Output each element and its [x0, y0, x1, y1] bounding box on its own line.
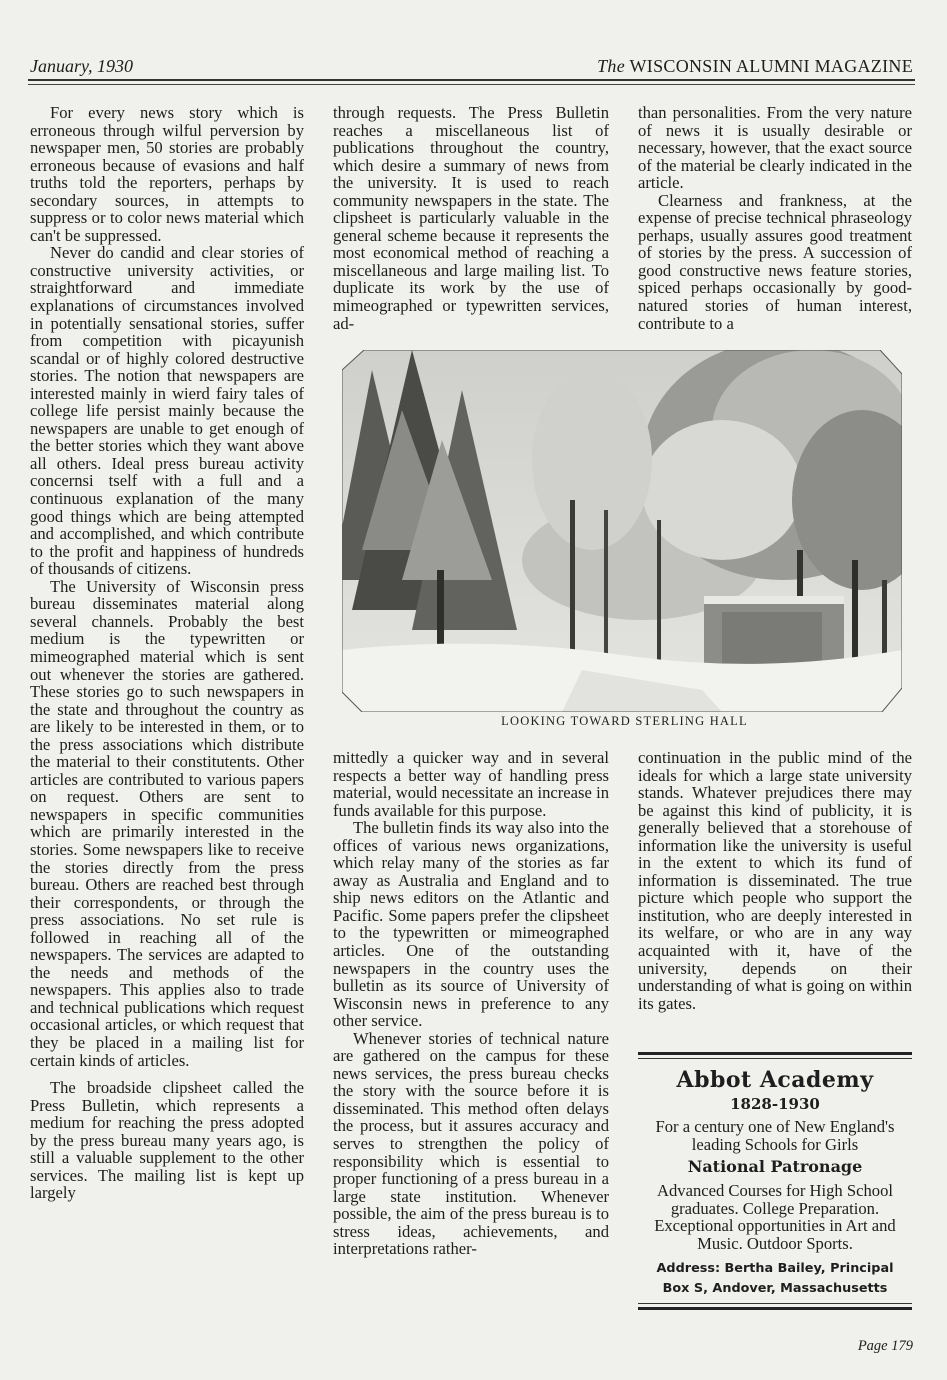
article-column-3-top [638, 104, 912, 332]
header-rule [28, 79, 915, 81]
issue-date: January, 1930 [30, 56, 133, 76]
ad-border-bottom [638, 1307, 912, 1310]
header-rule-thin [28, 84, 915, 85]
ad-address: Address: Bertha Bailey, Principal Box S, Andover, Massachusetts [656, 1261, 894, 1296]
paragraph: Clearness and frankness, at the expense of precise technical phraseology perhaps, usually assures good treatment of stories by the press. A succession of good constructive news feature stories, spiced perhaps occasionally by good-natured stories of human interest, contribute to a [638, 190, 912, 333]
ad-body: Advanced Courses for High School graduates. College Preparation. Exceptional opportunities in Art and Music. Outdoor Sports. [654, 1181, 896, 1253]
ad-border-top [638, 1052, 912, 1055]
ad-years: 1828-1930 [730, 1095, 820, 1113]
paragraph: Never do candid and clear stories of constructive university activities, or straightforward and immediate explanations of circumstances involved in potentially sensational stories, suffer from competition with picayunish scandal or of highly colored destructive stories. The notion that newspapers are interested mainly in wierd fairy tales of college life persist mainly because the newspapers are unable to get enough of the better stories which they want above all others. Ideal press bureau activity concernsi tself with a full and a continuous explanation of the many good things which are being attempted and accomplished, and which contribute to the profit and happiness of hundreds of thousands of citizens. [30, 243, 304, 579]
article-column-3-bottom [638, 749, 912, 1012]
winter-campus-photo [342, 350, 902, 712]
article-column-1 [30, 104, 304, 1202]
paragraph: than personalities. From the very nature of news it is usually desirable or necessary, however, that the exact source of the material be clearly indicated in the article. [638, 103, 912, 193]
ad-subtitle: National Patronage [687, 1157, 863, 1176]
abbot-academy-advertisement [638, 1066, 912, 1299]
ad-border-bottom-thin [638, 1303, 912, 1304]
paragraph: Whenever stories of technical nature are gathered on the campus for these news services, the press bureau checks the story with the source before it is disseminated. This method often delays the process, but it assures accuracy and serves to strengthen the policy of responsibility which is essential to proper functioning of a press bureau in a large state institution. Whenever possible, the aim of the press bureau is to stress ideas, achievements, and interpretations rather- [333, 1028, 609, 1259]
article-column-2-bottom [333, 749, 609, 1258]
paragraph: mittedly a quicker way and in several respects a better way of handling press material, would necessitate an increase in funds available for this purpose. [333, 748, 609, 820]
paragraph: For every news story which is erroneous through wilful perversion by newspaper men, 50 stories are probably erroneous because of evasions and half truths told the reporters, perhaps by secondary sources, in attempts to suppress or to color news material which can't be suppressed. [30, 103, 304, 245]
photo-caption: LOOKING TOWARD STERLING HALL [501, 714, 748, 728]
paragraph: The broadside clipsheet called the Press Bulletin, which represents a medium for reaching the press adopted by the press bureau many years ago, is still a valuable supplement to the other services. The mailing list is kept up largely [30, 1078, 304, 1203]
paragraph: through requests. The Press Bulletin reaches a miscellaneous list of publications throughout the country, which desire a summary of news from the university. It is used to reach community newspapers in the state. The clipsheet is particularly valuable in the general scheme because it represents the most economical method of reaching a miscellaneous and large mailing list. To duplicate its work by the use of mimeographed or typewritten services, ad- [333, 103, 609, 333]
ad-tagline: For a century one of New England's leading Schools for Girls [655, 1117, 895, 1154]
paragraph: The bulletin finds its way also into the offices of various news organizations, which relay many of the stories as far away as Australia and England and to ship news editors on the Atlantic and Pacific. Some papers prefer the clipsheet to the typewritten or mimeographed articles. One of the outstanding newspapers in the country uses the bulletin as its source of University of Wisconsin news in preference to any other service. [333, 818, 609, 1031]
ad-title: Abbot Academy [676, 1067, 874, 1093]
ad-border-top-thin [638, 1058, 912, 1059]
paragraph: The University of Wisconsin press bureau disseminates material along several channels. Probably the best medium is the typewritten or mimeographed material which is sent out whenever the stories are gathered. These stories go to such newspapers in the state and throughout the country as are likely to be interested in them, or to the press associations which distribute the material to their constitutents. Other articles are contributed to various papers on request. Others are sent to newspapers in specific communities which are primarily interested in the stories. Some newspapers like to receive the stories directly from the press bureau. Others are reached best through their correspondents, or through the press associations. No set rule is followed in reaching all of the newspapers. The services are adapted to the needs and methods of the newspapers. This applies also to trade and technical publications which request occasional articles, or which request that they be placed in a mailing list for certain kinds of articles. [30, 576, 304, 1070]
article-column-2-top [333, 104, 609, 332]
page-number: Page 179 [857, 1338, 913, 1354]
magazine-title: The WISCONSIN ALUMNI MAGAZINE [597, 56, 913, 76]
paragraph: continuation in the public mind of the ideals for which a large state university stands. Whatever prejudices there may be against this kind of publicity, it is generally believed that a storehouse of information like the university is useful in the extent to which its fund of information is disseminated. The true picture which people who support the institution, who are deeply interested in its welfare, or who are in any way acquainted with it, have of the university, depends on their understanding of what is going on within its gates. [638, 748, 912, 1013]
